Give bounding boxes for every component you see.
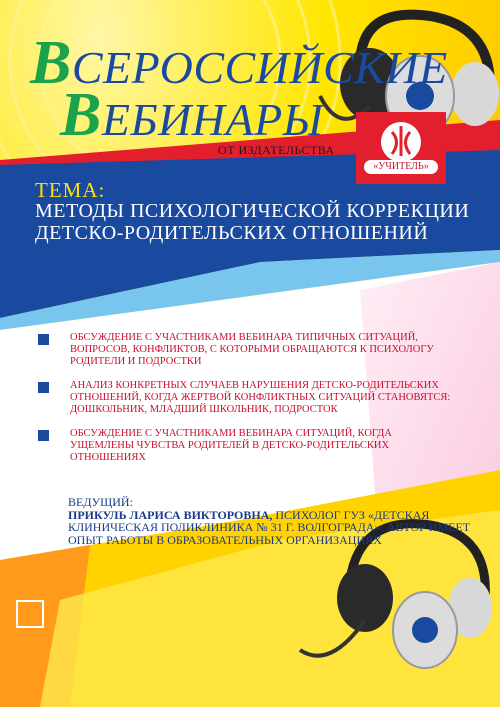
agenda-item-text: ОБСУЖДЕНИЕ С УЧАСТНИКАМИ ВЕБИНАРА СИТУАЦИЙ, КОГДА УЩЕМЛЕНЫ ЧУВСТВА РОДИТЕЛЕЙ В ДЕТСКО-РОДИТЕЛЬСКИХ ОТНОШЕНИЯХ <box>70 428 392 463</box>
bullet-square-icon <box>38 382 49 393</box>
agenda-list <box>38 332 458 476</box>
presenter-label: ВЕДУЩИЙ: <box>68 495 133 509</box>
title-line-1-rest: СЕРОССИЙСКИЕ <box>71 42 448 93</box>
title-line-2 <box>60 80 323 151</box>
agenda-item <box>38 380 458 416</box>
agenda-item <box>38 428 458 464</box>
title-line-2-rest: ЕБИНАРЫ <box>101 94 324 145</box>
title-line-1-capital: В <box>30 29 72 97</box>
bullet-square-icon <box>38 334 49 345</box>
topic-title: МЕТОДЫ ПСИХОЛОГИЧЕСКОЙ КОРРЕКЦИИ ДЕТСКО-РОДИТЕЛЬСКИХ ОТНОШЕНИЙ <box>35 200 470 244</box>
topic-label: ТЕМА: <box>35 178 106 202</box>
bullet-square-icon <box>38 430 49 441</box>
agenda-item-text: АНАЛИЗ КОНКРЕТНЫХ СЛУЧАЕВ НАРУШЕНИЯ ДЕТСКО-РОДИТЕЛЬСКИХ ОТНОШЕНИЙ, КОГДА ЖЕРТВОЙ КОНФЛИКТНЫХ СИТУАЦИЙ СТАНОВЯТСЯ: ДОШКОЛЬНИК, МЛАДШИЙ ШКОЛЬНИК, ПОДРОСТОК <box>70 380 451 415</box>
publisher-logo-caption: «УЧИТЕЛЬ» <box>364 160 438 174</box>
decorative-square <box>16 600 44 628</box>
publisher-label: ОТ ИЗДАТЕЛЬСТВА <box>218 143 335 157</box>
title-line-2-capital: В <box>60 81 102 149</box>
agenda-item-text: ОБСУЖДЕНИЕ С УЧАСТНИКАМИ ВЕБИНАРА ТИПИЧНЫХ СИТУАЦИЙ, ВОПРОСОВ, КОНФЛИКТОВ, С КОТОРЫМИ ОБРАЩАЮТСЯ К ПСИХОЛОГУ РОДИТЕЛИ И ПОДРОСТКИ <box>70 332 434 367</box>
presenter-name: ПРИКУЛЬ ЛАРИСА ВИКТОРОВНА, <box>68 507 273 522</box>
agenda-item <box>38 332 458 368</box>
presenter-block <box>68 496 478 546</box>
presenter-description: ПСИХОЛОГ ГУЗ «ДЕТСКАЯ КЛИНИЧЕСКАЯ ПОЛИКЛИНИКА № 31 Г. ВОЛГОГРАДА»; АВТОР ИМЕЕТ ОПЫТ РАБОТЫ В ОБРАЗОВАТЕЛЬНЫХ ОРГАНИЗАЦИЯХ <box>68 507 471 547</box>
